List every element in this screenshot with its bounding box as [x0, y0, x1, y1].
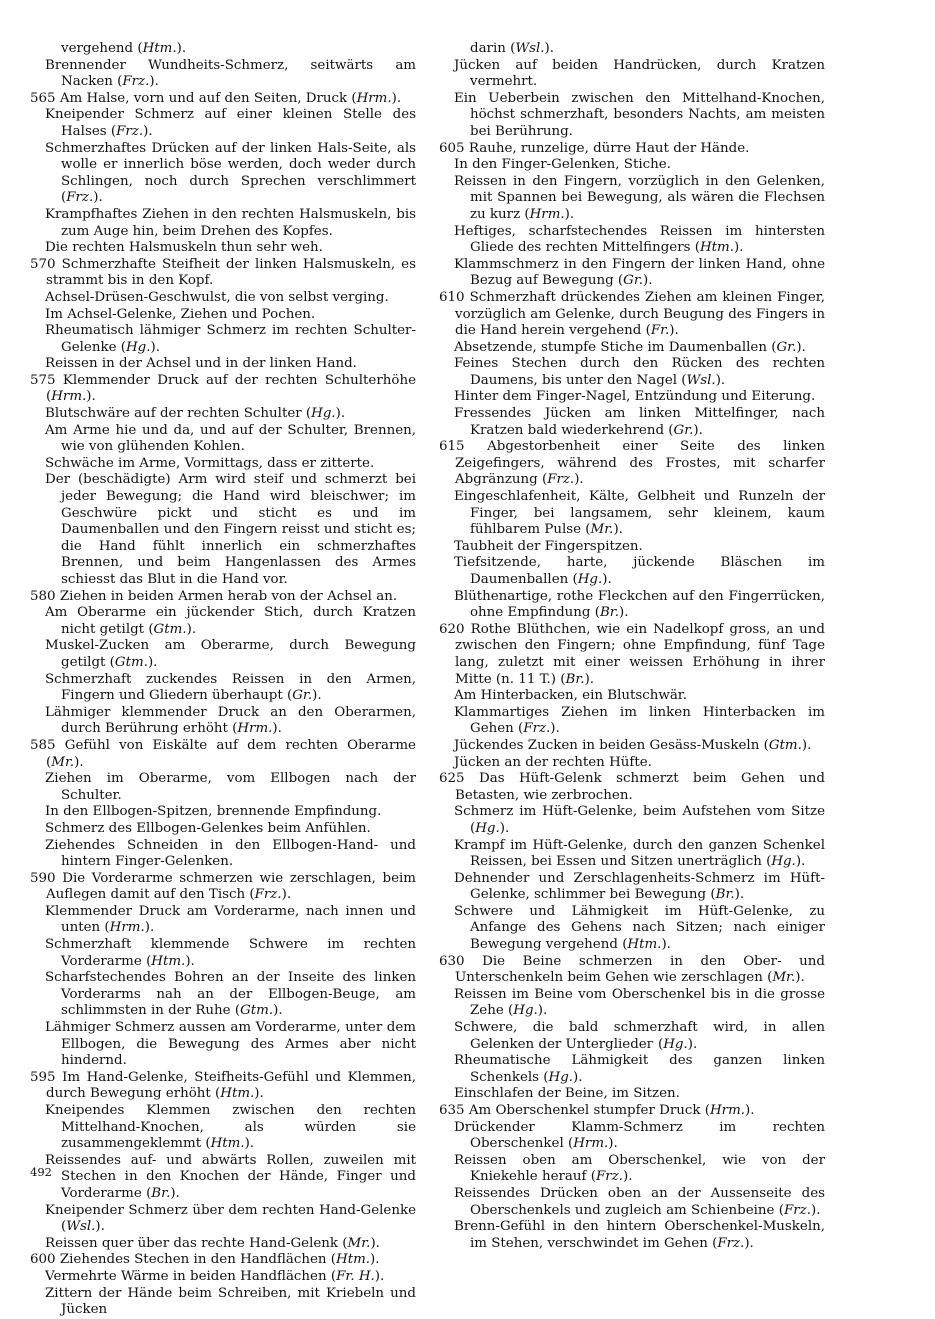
entry-text: Reissen quer über das rechte Hand-Gelenk ( [45, 1235, 348, 1251]
symptom-entry [30, 257, 416, 290]
entry-text: Lähmiger Schmerz aussen am Vorderarme, unter dem Ellbogen, die Bewegung des Armes aber nicht hindernd. [45, 1020, 416, 1069]
entry-number: 635 [439, 1103, 469, 1118]
entry-author: Frz. [116, 123, 144, 139]
entry-author: Gr. [673, 422, 694, 438]
entry-author: Wsl. [686, 372, 716, 388]
symptom-entry [439, 157, 825, 174]
entry-author: Wsl. [66, 1219, 96, 1235]
entry-author: Gr. [292, 688, 313, 704]
symptom-entry [30, 423, 416, 456]
entry-text: Am Arme hie und da, und auf der Schulter, Brennen, wie von glühenden Kohlen. [45, 422, 416, 455]
right-column [439, 41, 825, 1252]
entry-text: Ziehen im Oberarme, vom Ellbogen nach der Schulter. [45, 771, 416, 803]
entry-suffix: ). [150, 339, 160, 355]
entry-text: Schwere und Lähmigkeit im Hüft-Gelenke, zu Anfange des Gehens nach Sitzen; nach einiger Bewegung vergehend ( [454, 903, 825, 953]
entry-suffix: ). [795, 970, 805, 986]
entry-author: Frz. [595, 1169, 623, 1185]
entry-text: Schmerz im Hüft-Gelenke, beim Aufstehen vom Sitze ( [454, 804, 825, 836]
symptom-entry [30, 1103, 416, 1153]
entry-text: Drückender Klamm-Schmerz im rechten Oberschenkel ( [454, 1119, 825, 1152]
entry-text: Schmerzhafte Steifheit der linken Halsmuskeln, es strammt bis in den Kopf. [46, 256, 416, 289]
symptom-entry [30, 638, 416, 671]
symptom-entry [439, 804, 825, 837]
entry-text: Die Vorderarme schmerzen wie zerschlagen, beim Auflegen damit auf den Tisch ( [46, 870, 416, 903]
entry-number: 580 [30, 588, 60, 604]
entry-text: Rheumatisch lähmiger Schmerz im rechten Schulter-Gelenke ( [45, 323, 416, 355]
entry-text: Kneipender Schmerz über dem rechten Hand-Gelenke ( [45, 1202, 416, 1235]
entry-author: Br. [151, 1185, 171, 1201]
entry-suffix: ). [186, 621, 197, 637]
entry-suffix: ). [544, 41, 555, 56]
entry-text: Blüthenartige, rothe Fleckchen auf den Fingerrücken, ohne Empfindung ( [454, 588, 825, 621]
entry-suffix: ). [602, 572, 612, 587]
entry-text: Brennender Wundheits-Schmerz, seitwärts am Nacken ( [45, 57, 416, 90]
entry-author: Hrm. [573, 1136, 609, 1152]
entry-author: Gtm. [768, 737, 802, 753]
entry-author: Htm. [142, 41, 177, 56]
entry-author: Htm. [627, 937, 662, 953]
symptom-entry [439, 954, 825, 987]
symptom-entry [30, 589, 416, 606]
entry-suffix: ). [144, 920, 155, 936]
entry-author: Hrm. [710, 1103, 746, 1118]
symptom-entry [439, 1219, 825, 1252]
symptom-entry [439, 622, 825, 688]
entry-text: Am Oberschenkel stumpfer Druck ( [468, 1103, 710, 1118]
entry-suffix: ). [584, 671, 595, 687]
entry-author: Htm. [210, 1136, 245, 1152]
entry-author: Hrm. [356, 90, 392, 106]
symptom-entry [439, 771, 825, 804]
entry-suffix: ). [93, 190, 103, 206]
entry-suffix: ). [715, 372, 726, 388]
entry-text: darin ( [470, 41, 516, 56]
entry-suffix: ). [254, 1086, 264, 1102]
symptom-entry [439, 838, 825, 871]
entry-author: Gtm. [153, 621, 187, 637]
entry-text: Vermehrte Wärme in beiden Handflächen ( [45, 1268, 337, 1284]
entry-suffix: ). [176, 41, 187, 56]
entry-author: Hrm. [529, 206, 565, 222]
entry-author: Frz. [122, 74, 150, 90]
entry-suffix: ). [608, 1136, 618, 1152]
symptom-entry [439, 257, 825, 290]
entry-text: Rauhe, runzelige, dürre Haut der Hände. [468, 140, 750, 156]
entry-suffix: ). [687, 1036, 698, 1052]
entry-author: Fr. [650, 323, 670, 339]
entry-suffix: ). [796, 339, 806, 355]
entry-author: Hg. [771, 854, 796, 870]
symptom-entry [30, 1252, 416, 1269]
entry-suffix: ). [744, 1235, 754, 1251]
entry-suffix: ). [86, 389, 96, 405]
entry-suffix: ). [733, 240, 744, 256]
entry-text: Brenn-Gefühl in den hintern Oberschenkel-Muskeln, im Stehen, verschwindet im Gehen ( [454, 1219, 825, 1251]
entry-suffix: ). [244, 1136, 255, 1152]
symptom-entry [30, 406, 416, 423]
symptom-entry [439, 1186, 825, 1219]
symptom-entry [30, 1286, 416, 1319]
entry-text: Kneipendes Klemmen zwischen den rechten Mittelhand-Knochen, als würden sie zusammengeklemmt ( [45, 1103, 416, 1152]
entry-number: 615 [439, 439, 488, 455]
entry-text: Schmerzhaftes Drücken auf der linken Hals-Seite, als wolle er innerlich böse werden, doch weder durch Schlingen, noch durch Sprechen verschlimmert ( [45, 140, 416, 206]
entry-text: Klemmender Druck auf der rechten Schulterhöhe ( [46, 372, 416, 405]
symptom-entry [30, 705, 416, 738]
entry-author: Htm. [151, 953, 186, 969]
entry-text: Ziehen in beiden Armen herab von der Achsel an. [59, 588, 398, 604]
entry-text: Reissendes auf- und abwärts Rollen, zuweilen mit Stechen in den Knochen der Hände, Finger und Vorderarme ( [45, 1152, 416, 1201]
entry-author: Mr. [590, 522, 614, 538]
symptom-entry [30, 937, 416, 970]
symptom-entry [439, 589, 825, 622]
entry-text: Rothe Blüthchen, wie ein Nadelkopf gross, an und zwischen den Fingern; ohne Empfindung, fünf Tage lang, zuletzt mit einer weissen Erhöhung in ihrer Mitte (n. 11 T.) ( [455, 621, 825, 687]
entry-suffix: ). [573, 1069, 583, 1085]
entry-suffix: ). [810, 1202, 821, 1218]
left-column [30, 41, 416, 1319]
entry-text: Absetzende, stumpfe Stiche im Daumenballen ( [454, 339, 777, 355]
entry-text: Klemmender Druck am Vorderarme, nach innen und unten ( [45, 903, 416, 936]
symptom-entry [439, 1103, 825, 1120]
entry-text: Krampf im Hüft-Gelenke, durch den ganzen Schenkel Reissen, bei Essen und Sitzen unerträglich ( [454, 837, 825, 870]
entry-text: Klammschmerz in den Fingern der linken Hand, ohne Bezug auf Bewegung ( [454, 256, 825, 289]
entry-suffix: ). [574, 472, 584, 488]
entry-text: In den Finger-Gelenken, Stiche. [454, 157, 671, 173]
entry-text: Achsel-Drüsen-Geschwulst, die von selbst verging. [45, 289, 389, 305]
entry-suffix: ). [149, 74, 159, 90]
entry-suffix: ). [693, 422, 703, 438]
symptom-entry [30, 141, 416, 207]
entry-author: Gtm. [240, 1003, 274, 1019]
symptom-entry [439, 389, 825, 406]
entry-suffix: ). [273, 1003, 283, 1019]
entry-author: Hg. [548, 1069, 574, 1085]
entry-text: In den Ellbogen-Spitzen, brennende Empfindung. [45, 804, 382, 820]
entry-author: Mr. [51, 754, 75, 770]
entry-text: Die Beine schmerzen in den Ober- und Unterschenkeln beim Gehen wie zerschlagen ( [455, 953, 825, 986]
entry-text: Ziehendes Schneiden in den Ellbogen-Hand- und hintern Finger-Gelenken. [45, 837, 416, 870]
entry-text: Dehnender und Zerschlagenheits-Schmerz im Hüft-Gelenke, schlimmer bei Bewegung ( [454, 870, 825, 903]
entry-suffix: ). [374, 1268, 385, 1284]
entry-text: Reissen oben am Oberschenkel, wie von der Kniekehle herauf ( [454, 1152, 825, 1185]
entry-text: Jückendes Zucken in beiden Gesäss-Muskeln ( [454, 737, 769, 753]
entry-number: 575 [30, 372, 63, 388]
entry-suffix: ). [801, 737, 812, 753]
symptom-entry [439, 705, 825, 738]
entry-suffix: ). [734, 887, 745, 903]
symptom-entry [30, 307, 416, 324]
entry-text: Hinter dem Finger-Nagel, Entzündung und Eiterung. [454, 389, 816, 405]
symptom-entry [30, 290, 416, 307]
entry-author: Hg. [125, 339, 151, 355]
symptom-entry [439, 91, 825, 141]
entry-author: Frz. [523, 721, 551, 737]
entry-suffix: ). [499, 820, 510, 836]
symptom-entry [30, 838, 416, 871]
entry-text: Schmerzhaft klemmende Schwere im rechten Vorderarme ( [45, 937, 416, 969]
entry-author: Wsl. [515, 41, 545, 56]
entry-author: Htm. [336, 1252, 371, 1268]
entry-number: 600 [30, 1252, 60, 1268]
entry-text: Heftiges, scharfstechendes Reissen im hintersten Gliede des rechten Mittelfingers ( [454, 223, 825, 256]
entry-text: Am Halse, vorn und auf den Seiten, Druck ( [59, 90, 357, 106]
symptom-entry [30, 605, 416, 638]
symptom-entry [439, 58, 825, 91]
entry-text: Zittern der Hände beim Schreiben, mit Kriebeln und Jücken [45, 1285, 416, 1318]
entry-author: Br. [715, 887, 735, 903]
symptom-entry [439, 489, 825, 539]
entry-author: Hrm. [109, 920, 145, 936]
entry-number: 585 [30, 737, 65, 753]
entry-text: Blutschwäre auf der rechten Schulter ( [45, 406, 312, 422]
symptom-entry [30, 373, 416, 406]
entry-text: Taubheit der Fingerspitzen. [454, 538, 643, 554]
symptom-entry [30, 821, 416, 838]
entry-author: Mr. [772, 970, 796, 986]
entry-text: Der (beschädigte) Arm wird steif und schmerzt bei jeder Bewegung; die Hand wird bleischwer; im Geschwüre pickt und sticht es und im Daumenballen und den Fingern reisst und sticht es; die Hand fühlt innerlich ein schmerzhaftes Brennen, und beim Hangenlassen des Armes schiesst das Blut in die Hand vor. [45, 472, 416, 587]
entry-author: Hrm. [51, 389, 87, 405]
symptom-entry [439, 555, 825, 588]
entry-author: Hg. [513, 1003, 538, 1019]
entry-suffix: ). [170, 1185, 180, 1201]
entry-text: Ein Ueberbein zwischen den Mittelhand-Knochen, höchst schmerzhaft, besonders Nachts, am meisten bei Berührung. [454, 90, 825, 139]
entry-author: Frz. [547, 472, 575, 488]
entry-suffix: ). [564, 206, 575, 222]
symptom-entry [30, 904, 416, 937]
entry-text: Schwäche im Arme, Vormittags, dass er zitterte. [45, 455, 375, 471]
entry-suffix: ). [391, 90, 402, 106]
entry-author: Mr. [347, 1235, 371, 1251]
entry-text: Jücken auf beiden Handrücken, durch Kratzen vermehrt. [454, 57, 825, 90]
entry-suffix: ). [370, 1235, 380, 1251]
symptom-entry [439, 904, 825, 954]
entry-author: Br. [599, 605, 619, 621]
symptom-entry [30, 1236, 416, 1253]
symptom-entry [439, 755, 825, 772]
symptom-entry [30, 1020, 416, 1070]
symptom-entry [439, 290, 825, 340]
entry-number: 590 [30, 870, 63, 886]
entry-number: 610 [439, 289, 470, 305]
symptom-entry [439, 1020, 825, 1053]
entry-suffix: ). [745, 1103, 755, 1118]
entry-suffix: ). [537, 1003, 548, 1019]
entry-number: 565 [30, 90, 60, 106]
entry-text: Reissen in den Fingern, vorzüglich in den Gelenken, mit Spannen bei Bewegung, als wären die Flechsen zu kurz ( [454, 173, 825, 222]
entry-suffix: ). [795, 854, 806, 870]
entry-suffix: ). [312, 688, 322, 704]
entry-number: 620 [439, 621, 471, 637]
entry-suffix: ). [622, 1169, 633, 1185]
entry-text: Lähmiger klemmender Druck an den Oberarmen, durch Berührung erhöht ( [45, 704, 416, 737]
entry-suffix: ). [613, 522, 623, 538]
entry-text: Im Hand-Gelenke, Steifheits-Gefühl und Klemmen, durch Bewegung erhöht ( [46, 1069, 416, 1102]
symptom-entry [30, 456, 416, 473]
entry-number: 625 [439, 771, 479, 787]
entry-suffix: ). [95, 1219, 105, 1235]
entry-text: Eingeschlafenheit, Kälte, Gelbheit und Runzeln der Finger, bei langsamem, sehr kleinem, kaum fühlbarem Pulse ( [454, 489, 825, 538]
entry-text: Fressendes Jücken am linken Mittelfinger, nach Kratzen bald wiederkehrend ( [454, 406, 825, 438]
symptom-entry [30, 1070, 416, 1103]
entry-number: 605 [439, 140, 469, 156]
entry-author: Hg. [475, 820, 500, 836]
entry-author: Frz. [717, 1235, 745, 1251]
symptom-entry [30, 1153, 416, 1203]
symptom-entry [439, 439, 825, 489]
symptom-entry [439, 1086, 825, 1103]
entry-author: Gr. [623, 273, 644, 289]
entry-text: Ziehendes Stechen in den Handflächen ( [59, 1252, 337, 1268]
entry-author: Fr. H. [336, 1268, 375, 1284]
entry-text: Reissen in der Achsel und in der linken Hand. [45, 356, 357, 372]
symptom-entry [30, 472, 416, 588]
symptom-entry [439, 174, 825, 224]
entry-author: Hg. [577, 572, 603, 587]
symptom-entry [439, 688, 825, 705]
entry-text: Reissen im Beine vom Oberschenkel bis in die grosse Zehe ( [454, 986, 825, 1019]
entry-author: Hg. [311, 406, 336, 422]
entry-author: Htm. [699, 240, 734, 256]
symptom-entry [30, 738, 416, 771]
symptom-entry [30, 107, 416, 140]
entry-author: Frz. [66, 190, 94, 206]
entry-text: Reissendes Drücken oben an der Aussenseite des Oberschenkels und zugleich am Schienbeine ( [454, 1185, 825, 1218]
entry-text: Schmerzhaft drückendes Ziehen am kleinen Finger, vorzüglich am Gelenke, durch Beugung des Fingers in die Hand herein vergehend ( [455, 289, 825, 339]
entry-number: 630 [439, 953, 483, 969]
entry-suffix: ). [619, 605, 629, 621]
entry-suffix: ). [643, 273, 653, 289]
symptom-entry [439, 406, 825, 439]
entry-text: Die rechten Halsmuskeln thun sehr weh. [45, 240, 323, 256]
entry-text: vergehend ( [61, 41, 143, 56]
symptom-entry [439, 340, 825, 357]
entry-text: Einschlafen der Beine, im Sitzen. [454, 1086, 680, 1102]
entry-text: Klammartiges Ziehen im linken Hinterbacken im Gehen ( [454, 704, 825, 737]
entry-suffix: ). [669, 323, 679, 339]
entry-text: Rheumatische Lähmigkeit des ganzen linken Schenkels ( [454, 1053, 825, 1085]
page-number: 492 [30, 1165, 52, 1179]
symptom-entry [439, 539, 825, 556]
symptom-entry [439, 356, 825, 389]
symptom-entry [30, 1269, 416, 1286]
symptom-entry [439, 41, 825, 58]
symptom-entry [439, 141, 825, 158]
symptom-entry [30, 672, 416, 705]
entry-suffix: ). [281, 887, 292, 903]
entry-text: Jücken an der rechten Hüfte. [454, 754, 652, 770]
entry-author: Gtm. [114, 654, 148, 670]
entry-author: Hg. [663, 1036, 688, 1052]
symptom-entry [30, 41, 416, 58]
symptom-entry [439, 987, 825, 1020]
entry-suffix: ). [661, 937, 671, 953]
symptom-entry [30, 804, 416, 821]
symptom-entry [439, 871, 825, 904]
symptom-entry [439, 1153, 825, 1186]
entry-suffix: ). [335, 406, 346, 422]
entry-author: Gr. [776, 339, 797, 355]
entry-text: Kneipender Schmerz auf einer kleinen Stelle des Halses ( [45, 107, 416, 139]
entry-suffix: ). [74, 754, 84, 770]
symptom-entry [30, 970, 416, 1020]
symptom-entry [439, 1120, 825, 1153]
symptom-entry [30, 240, 416, 257]
entry-suffix: ). [550, 721, 560, 737]
entry-text: Abgestorbenheit einer Seite des linken Zeigefingers, während des Frostes, mit scharfer Abgränzung ( [455, 439, 825, 488]
symptom-entry [30, 207, 416, 240]
entry-text: Schmerzhaft zuckendes Reissen in den Armen, Fingern und Gliedern überhaupt ( [45, 671, 416, 704]
entry-author: Frz. [254, 887, 282, 903]
symptom-entry [439, 224, 825, 257]
symptom-entry [30, 771, 416, 804]
entry-text: Das Hüft-Gelenk schmerzt beim Gehen und Betasten, wie zerbrochen. [455, 771, 825, 803]
entry-text: Muskel-Zucken am Oberarme, durch Bewegung getilgt ( [45, 638, 416, 670]
entry-text: Feines Stechen durch den Rücken des rechten Daumens, bis unter den Nagel ( [454, 356, 825, 388]
entry-text: Tiefsitzende, harte, jückende Bläschen im Daumenballen ( [454, 555, 825, 587]
entry-suffix: ). [147, 654, 158, 670]
symptom-entry [30, 871, 416, 904]
symptom-entry [30, 58, 416, 91]
entry-author: Htm. [220, 1086, 255, 1102]
entry-suffix: ). [185, 953, 195, 969]
entry-text: Schmerz des Ellbogen-Gelenkes beim Anfühlen. [45, 820, 371, 836]
entry-text: Im Achsel-Gelenke, Ziehen und Pochen. [45, 306, 316, 322]
symptom-entry [30, 356, 416, 373]
symptom-entry [30, 1203, 416, 1236]
entry-author: Br. [565, 671, 585, 687]
entry-author: Hrm. [237, 721, 273, 737]
symptom-entry [439, 738, 825, 755]
entry-number: 595 [30, 1069, 63, 1085]
entry-text: Scharfstechendes Bohren an der Inseite des linken Vorderarms nah an der Ellbogen-Beuge, am schlimmsten in der Ruhe ( [45, 970, 416, 1019]
entry-suffix: ). [143, 123, 153, 139]
entry-number: 570 [30, 256, 62, 272]
entry-text: Schwere, die bald schmerzhaft wird, in allen Gelenken der Untergliedег ( [454, 1020, 825, 1052]
symptom-entry [439, 1053, 825, 1086]
entry-text: Gefühl von Eiskälte auf dem rechten Oberarme ( [46, 737, 416, 770]
entry-author: Frz. [783, 1202, 811, 1218]
symptom-entry [30, 323, 416, 356]
entry-text: Am Oberarme ein jückender Stich, durch Kratzen nicht getilgt ( [45, 605, 416, 637]
entry-suffix: ). [370, 1252, 380, 1268]
entry-text: Am Hinterbacken, ein Blutschwär. [454, 688, 687, 704]
symptom-entry [30, 91, 416, 108]
entry-text: Krampfhaftes Ziehen in den rechten Halsmuskeln, bis zum Auge hin, beim Drehen des Kopfes. [45, 206, 416, 239]
entry-suffix: ). [272, 721, 282, 737]
